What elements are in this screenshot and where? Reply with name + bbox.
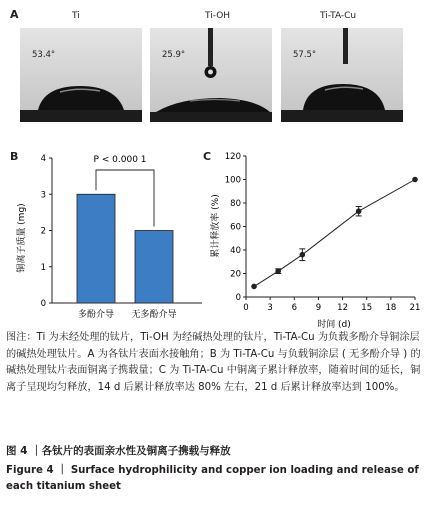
panel-b-chart xyxy=(0,140,215,325)
panel-c-x-tick-label: 21 xyxy=(409,303,421,313)
panel-c-y-tick-label: 100 xyxy=(224,175,241,186)
panel-b-bar xyxy=(135,231,173,304)
panel-c-x-axis-label: 时间 (d) xyxy=(317,320,351,330)
panel-b-y-tick-label: 0 xyxy=(40,299,46,309)
panel-a-letter: A xyxy=(10,8,19,21)
droplet-ti-graphic xyxy=(20,28,142,122)
figure-title-en: Figure 4 ｜ Surface hydrophilicity and copper ion loading and release of each titanium sheet xyxy=(6,465,419,492)
panel-a-label-titacu: Ti-TA-Cu xyxy=(320,11,357,21)
panel-b-letter: B xyxy=(10,150,19,163)
panel-c-y-tick-label: 60 xyxy=(230,222,241,233)
panel-c-x-tick-label: 0 xyxy=(243,303,249,313)
panel-b-y-tick-label: 4 xyxy=(40,154,46,164)
panel-c-x-tick-label: 18 xyxy=(385,303,397,313)
panel-b-y-tick-label: 2 xyxy=(40,226,46,237)
panel-b-category-label: 多酚介导 xyxy=(77,310,115,320)
contact-angle-image-titacu xyxy=(281,28,403,122)
panel-c-chart xyxy=(210,140,431,330)
panel-c-y-tick-label: 80 xyxy=(230,199,241,209)
panel-c-x-tick-label: 3 xyxy=(267,303,273,313)
panel-c-data-point xyxy=(300,252,306,258)
panel-c-letter: C xyxy=(203,150,212,163)
angle-titacu: 57.5° xyxy=(293,50,317,60)
panel-c-y-tick-label: 40 xyxy=(230,246,241,256)
panel-c-x-tick-label: 6 xyxy=(291,303,297,313)
panel-b-y-axis-label: 铜离子质量 (mg) xyxy=(17,203,27,273)
panel-c-x-tick-label: 9 xyxy=(315,303,322,313)
panel-c-x-tick-label: 12 xyxy=(337,303,348,313)
panel-c-x-tick-label: 15 xyxy=(361,303,373,313)
panel-b-significance-label: P < 0.000 1 xyxy=(93,155,147,165)
panel-a-label-tioh: Ti-OH xyxy=(205,11,231,21)
figure-title-cn: 图 4 ｜各钛片的表面亲水性及铜离子携载与释放 xyxy=(6,445,231,457)
panel-c-y-tick-label: 0 xyxy=(235,293,241,303)
figure-caption-body: 图注：Ti 为未经处理的钛片，Ti-OH 为经碱热处理的钛片，Ti-TA-Cu 为负载多酚介导铜涂层的碱热处理钛片。A 为各钛片表面水接触角；B 为 Ti-TA-Cu 与负载铜涂层 ( 无多酚介导 ) 的碱热处理钛片表面铜离子携载量；C 为 Ti-TA-Cu 中铜离子累计释放率，随着时间的延长，铜离子呈现均匀释放，14 d 后累计释放率达 80% 左右，21 d 后累计释放率达到 100%。 xyxy=(6,332,421,393)
panel-b-y-tick-label: 3 xyxy=(40,190,46,201)
angle-tioh: 25.9° xyxy=(162,50,186,60)
panel-c-y-tick-label: 120 xyxy=(224,152,241,162)
panel-c-y-axis-label: 累计释放率 (%) xyxy=(211,194,221,258)
panel-b-bar xyxy=(77,194,115,303)
panel-c-data-point xyxy=(356,208,362,214)
angle-ti: 53.4° xyxy=(32,50,56,60)
panel-c-data-point xyxy=(275,268,281,274)
panel-c-y-tick-label: 20 xyxy=(230,269,241,280)
panel-a-label-ti: Ti xyxy=(72,11,80,21)
contact-angle-image-ti xyxy=(20,28,142,122)
contact-angle-image-tioh xyxy=(150,28,272,122)
panel-b-category-label: 无多酚介导 xyxy=(131,310,177,320)
droplet-tioh-graphic xyxy=(150,28,272,122)
droplet-titacu-graphic xyxy=(281,28,403,122)
panel-c-data-point xyxy=(251,284,257,290)
panel-c-data-point xyxy=(412,177,418,183)
panel-b-y-tick-label: 1 xyxy=(40,262,46,273)
